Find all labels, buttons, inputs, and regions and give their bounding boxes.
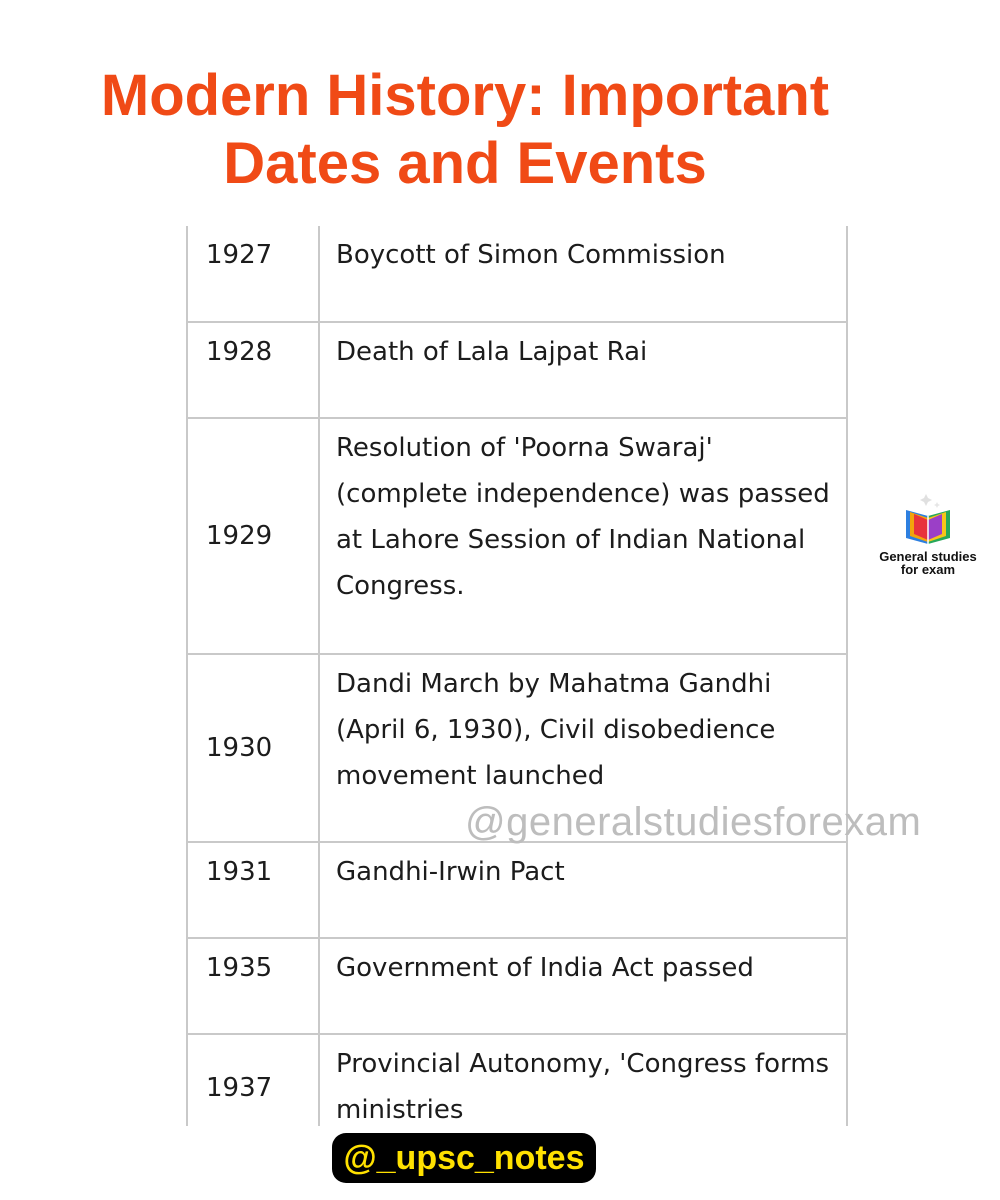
event-cell: Dandi March by Mahatma Gandhi (April 6, 1930), Civil disobedience movement launched xyxy=(319,654,847,842)
event-cell: Government of India Act passed xyxy=(319,938,847,1034)
events-table-container xyxy=(186,226,848,1126)
event-cell: Boycott of Simon Commission xyxy=(319,226,847,322)
event-cell: Provincial Autonomy, 'Congress forms ministries xyxy=(319,1034,847,1126)
event-cell: Resolution of 'Poorna Swaraj' (complete independence) was passed at Lahore Session of Indian National Congress. xyxy=(319,418,847,654)
open-book-icon xyxy=(898,494,958,546)
year-cell: 1928 xyxy=(187,322,319,418)
year-cell: 1930 xyxy=(187,654,319,842)
event-cell: Gandhi-Irwin Pact xyxy=(319,842,847,938)
page-title-line-1: Modern History: Important xyxy=(100,63,830,128)
events-table xyxy=(186,226,848,1126)
table-row xyxy=(187,226,847,322)
table-row xyxy=(187,1034,847,1126)
table-row xyxy=(187,418,847,654)
year-cell: 1935 xyxy=(187,938,319,1034)
watermark: @generalstudiesforexam xyxy=(465,800,922,844)
table-row xyxy=(187,322,847,418)
year-cell: 1937 xyxy=(187,1034,319,1126)
page-title xyxy=(60,62,870,198)
table-row xyxy=(187,842,847,938)
logo-text-line-2: for exam xyxy=(900,562,956,577)
logo-text-line-1: General studies xyxy=(879,549,977,564)
page-title-line-2: Dates and Events xyxy=(223,131,707,196)
logo xyxy=(868,494,988,576)
table-row xyxy=(187,938,847,1034)
year-cell: 1927 xyxy=(187,226,319,322)
year-cell: 1931 xyxy=(187,842,319,938)
handle-badge: @_upsc_notes xyxy=(332,1133,596,1183)
event-cell: Death of Lala Lajpat Rai xyxy=(319,322,847,418)
year-cell: 1929 xyxy=(187,418,319,654)
